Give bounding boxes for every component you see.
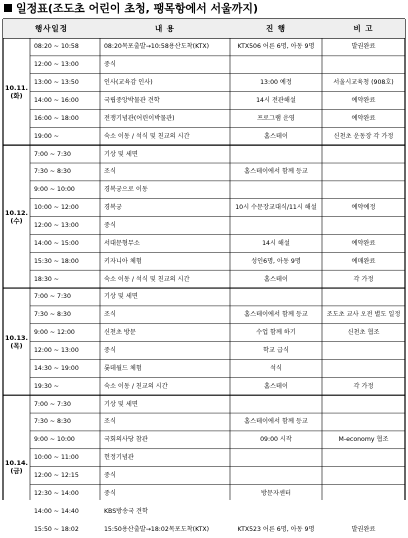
time-cell: 19:30 ~ xyxy=(34,382,59,390)
note-cell xyxy=(322,288,405,306)
day-date: 10.14. xyxy=(4,458,29,467)
content-cell: 중식 xyxy=(104,222,116,230)
content-cell: KBS방송국 견학 xyxy=(104,507,148,515)
content-cell: 국회의사당 참관 xyxy=(104,436,148,444)
header-note: 비 고 xyxy=(322,19,405,38)
note-cell xyxy=(322,145,405,163)
note-cell xyxy=(322,502,405,520)
note-cell: 예매완료 xyxy=(351,257,376,265)
note-cell: 조도초 교사 오전 별도 일정 xyxy=(326,311,401,319)
time-cell: 7:00 ~ 7:30 xyxy=(34,400,71,408)
note-cell: 신천초 운동장 각 가정 xyxy=(333,132,394,140)
content-cell: 헌정기념관 xyxy=(104,454,134,462)
content-cell: 기상 및 세면 xyxy=(104,293,138,301)
note-cell: M-economy 협조 xyxy=(338,436,389,444)
content-cell: 국립중앙박물관 견학 xyxy=(104,97,160,104)
content-cell: 숙소 이동 / 석식 및 친교의 시간 xyxy=(104,275,190,283)
progress-cell xyxy=(230,217,322,235)
time-cell: 12:00 ~ 13:00 xyxy=(34,61,79,69)
note-cell xyxy=(322,449,405,467)
progress-cell: 프로그램 운영 xyxy=(257,114,295,122)
progress-cell xyxy=(230,288,322,306)
progress-cell: 홈스테이 xyxy=(264,275,288,283)
progress-cell: KTX523 어른 6명, 아동 9명 xyxy=(237,525,315,533)
day-cell xyxy=(3,288,30,395)
time-cell: 12:00 ~ 13:00 xyxy=(34,347,79,355)
note-cell: 예약완료 xyxy=(351,97,376,104)
time-cell: 14:00 ~ 14:40 xyxy=(34,507,79,515)
note-cell: 신천초 협조 xyxy=(347,329,380,337)
day-cell xyxy=(3,38,30,145)
note-cell: 예약완료 xyxy=(351,114,376,122)
time-cell: 7:30 ~ 8:30 xyxy=(34,418,71,426)
progress-cell: 석식 xyxy=(270,364,282,372)
note-cell xyxy=(322,467,405,485)
time-cell: 9:00 ~ 10:00 xyxy=(34,186,75,194)
content-cell: 경복궁 xyxy=(104,204,122,212)
note-cell: 각 가정 xyxy=(353,275,374,283)
content-cell: 조식 xyxy=(104,311,116,319)
day-weekday: (목) xyxy=(10,341,23,350)
day-date: 10.13. xyxy=(4,333,29,342)
time-cell: 12:00 ~ 12:15 xyxy=(34,472,79,480)
time-cell: 14:00 ~ 15:00 xyxy=(34,239,79,247)
time-cell: 7:30 ~ 8:30 xyxy=(34,311,71,319)
progress-cell: 방문자센터 xyxy=(261,489,291,497)
time-cell: 12:00 ~ 13:00 xyxy=(34,222,79,230)
day-cell xyxy=(3,395,30,538)
time-cell: 15:30 ~ 18:00 xyxy=(34,257,79,265)
time-cell: 9:00 ~ 12:00 xyxy=(34,329,75,337)
note-cell xyxy=(322,342,405,360)
time-cell: 16:00 ~ 18:00 xyxy=(34,114,79,122)
day-weekday: (화) xyxy=(10,91,23,100)
content-cell: 숙소 이동 / 친교의 시간 xyxy=(104,382,168,390)
header-progress: 진 행 xyxy=(230,19,322,38)
progress-cell xyxy=(230,467,322,485)
progress-cell: 홈스테이 xyxy=(264,132,288,140)
progress-cell xyxy=(230,449,322,467)
content-cell: 중식 xyxy=(104,61,116,69)
note-cell xyxy=(322,56,405,74)
progress-cell xyxy=(230,181,322,199)
content-cell: 08:20목포출발→10:58용산도착(KTX) xyxy=(104,43,210,51)
note-cell xyxy=(322,181,405,199)
time-cell: 13:00 ~ 13:50 xyxy=(34,79,79,87)
content-cell: 전쟁기념관(어린이박물관) xyxy=(104,114,175,122)
content-cell: 15:50용산출발→18:02목포도착(KTX) xyxy=(104,525,210,533)
content-cell: 기상 및 세면 xyxy=(104,400,138,408)
note-cell: 발권완료 xyxy=(351,43,376,51)
time-cell: 08:20 ~ 10:58 xyxy=(34,43,79,51)
note-cell xyxy=(322,413,405,431)
note-cell: 예약예정 xyxy=(351,204,376,212)
note-cell: 발권완료 xyxy=(351,525,376,533)
progress-cell: 10시 수문장교대식/11시 해설 xyxy=(235,204,317,212)
progress-cell: KTX506 어른 6명, 아동 9명 xyxy=(237,43,315,51)
time-cell: 14:00 ~ 16:00 xyxy=(34,97,79,104)
progress-cell: 홈스테이에서 함께 등교 xyxy=(244,168,308,176)
content-cell: 기상 및 세면 xyxy=(104,150,138,158)
progress-cell xyxy=(230,502,322,520)
note-cell: 서울시교육청 (908호) xyxy=(333,79,394,87)
progress-cell xyxy=(230,395,322,413)
content-cell: 숙소 이동 / 석식 및 친교의 시간 xyxy=(104,132,190,140)
time-cell: 19:00 ~ xyxy=(34,132,59,140)
note-cell xyxy=(322,395,405,413)
note-cell xyxy=(322,217,405,235)
time-cell: 15:50 ~ 18:02 xyxy=(34,525,79,533)
progress-cell: 성인6명, 아동 9명 xyxy=(251,257,301,265)
progress-cell: 홈스테이에서 함께 등교 xyxy=(244,311,308,319)
content-cell: 조식 xyxy=(104,418,116,426)
content-cell: 중식 xyxy=(104,347,116,355)
day-weekday: (금) xyxy=(10,466,23,475)
day-weekday: (수) xyxy=(10,216,23,225)
progress-cell: 홈스테이 xyxy=(264,382,288,390)
content-cell: 키자니아 체험 xyxy=(104,257,142,265)
day-cell xyxy=(3,145,30,288)
content-cell: 인사(교육감 인사) xyxy=(104,79,153,87)
progress-cell xyxy=(230,56,322,74)
time-cell: 14:30 ~ 19:00 xyxy=(34,364,79,372)
content-cell: 롯데월드 체험 xyxy=(104,364,142,372)
content-cell: 서대문형무소 xyxy=(104,239,140,247)
page-title-text: 일정표(조도초 어린이 초청, 팽목항에서 서울까지) xyxy=(16,2,259,15)
header-content: 내 용 xyxy=(100,19,230,38)
time-cell: 10:00 ~ 12:00 xyxy=(34,204,79,212)
note-cell xyxy=(322,163,405,181)
content-cell: 중식 xyxy=(104,472,116,480)
time-cell: 10:00 ~ 11:00 xyxy=(34,454,79,462)
note-cell: 예약완료 xyxy=(351,239,376,247)
header-schedule: 행사일정 xyxy=(3,19,100,38)
progress-cell: 14시 전관해설 xyxy=(256,97,296,104)
content-cell: 조식 xyxy=(104,168,116,176)
note-cell xyxy=(322,359,405,377)
progress-cell: 09:00 시작 xyxy=(260,436,292,444)
progress-cell: 13:00 예정 xyxy=(260,79,292,87)
time-cell: 18:30 ~ xyxy=(34,275,59,283)
note-cell: 각 가정 xyxy=(353,382,374,390)
progress-cell xyxy=(230,145,322,163)
content-cell: 중식 xyxy=(104,489,116,497)
progress-cell: 14시 해설 xyxy=(262,239,290,247)
time-cell: 9:00 ~ 10:00 xyxy=(34,436,75,444)
time-cell: 7:30 ~ 8:30 xyxy=(34,168,71,176)
progress-cell: 학교 급식 xyxy=(263,347,289,355)
day-date: 10.12. xyxy=(4,208,29,217)
progress-cell: 수업 함께 하기 xyxy=(256,329,296,337)
time-cell: 7:00 ~ 7:30 xyxy=(34,293,71,301)
content-cell: 경복궁으로 이동 xyxy=(104,186,148,194)
content-cell: 신천초 방문 xyxy=(104,329,136,337)
time-cell: 12:30 ~ 14:00 xyxy=(34,489,79,497)
day-date: 10.11. xyxy=(4,83,29,92)
progress-cell: 홈스테이에서 함께 등교 xyxy=(244,418,308,426)
time-cell: 7:00 ~ 7:30 xyxy=(34,150,71,158)
